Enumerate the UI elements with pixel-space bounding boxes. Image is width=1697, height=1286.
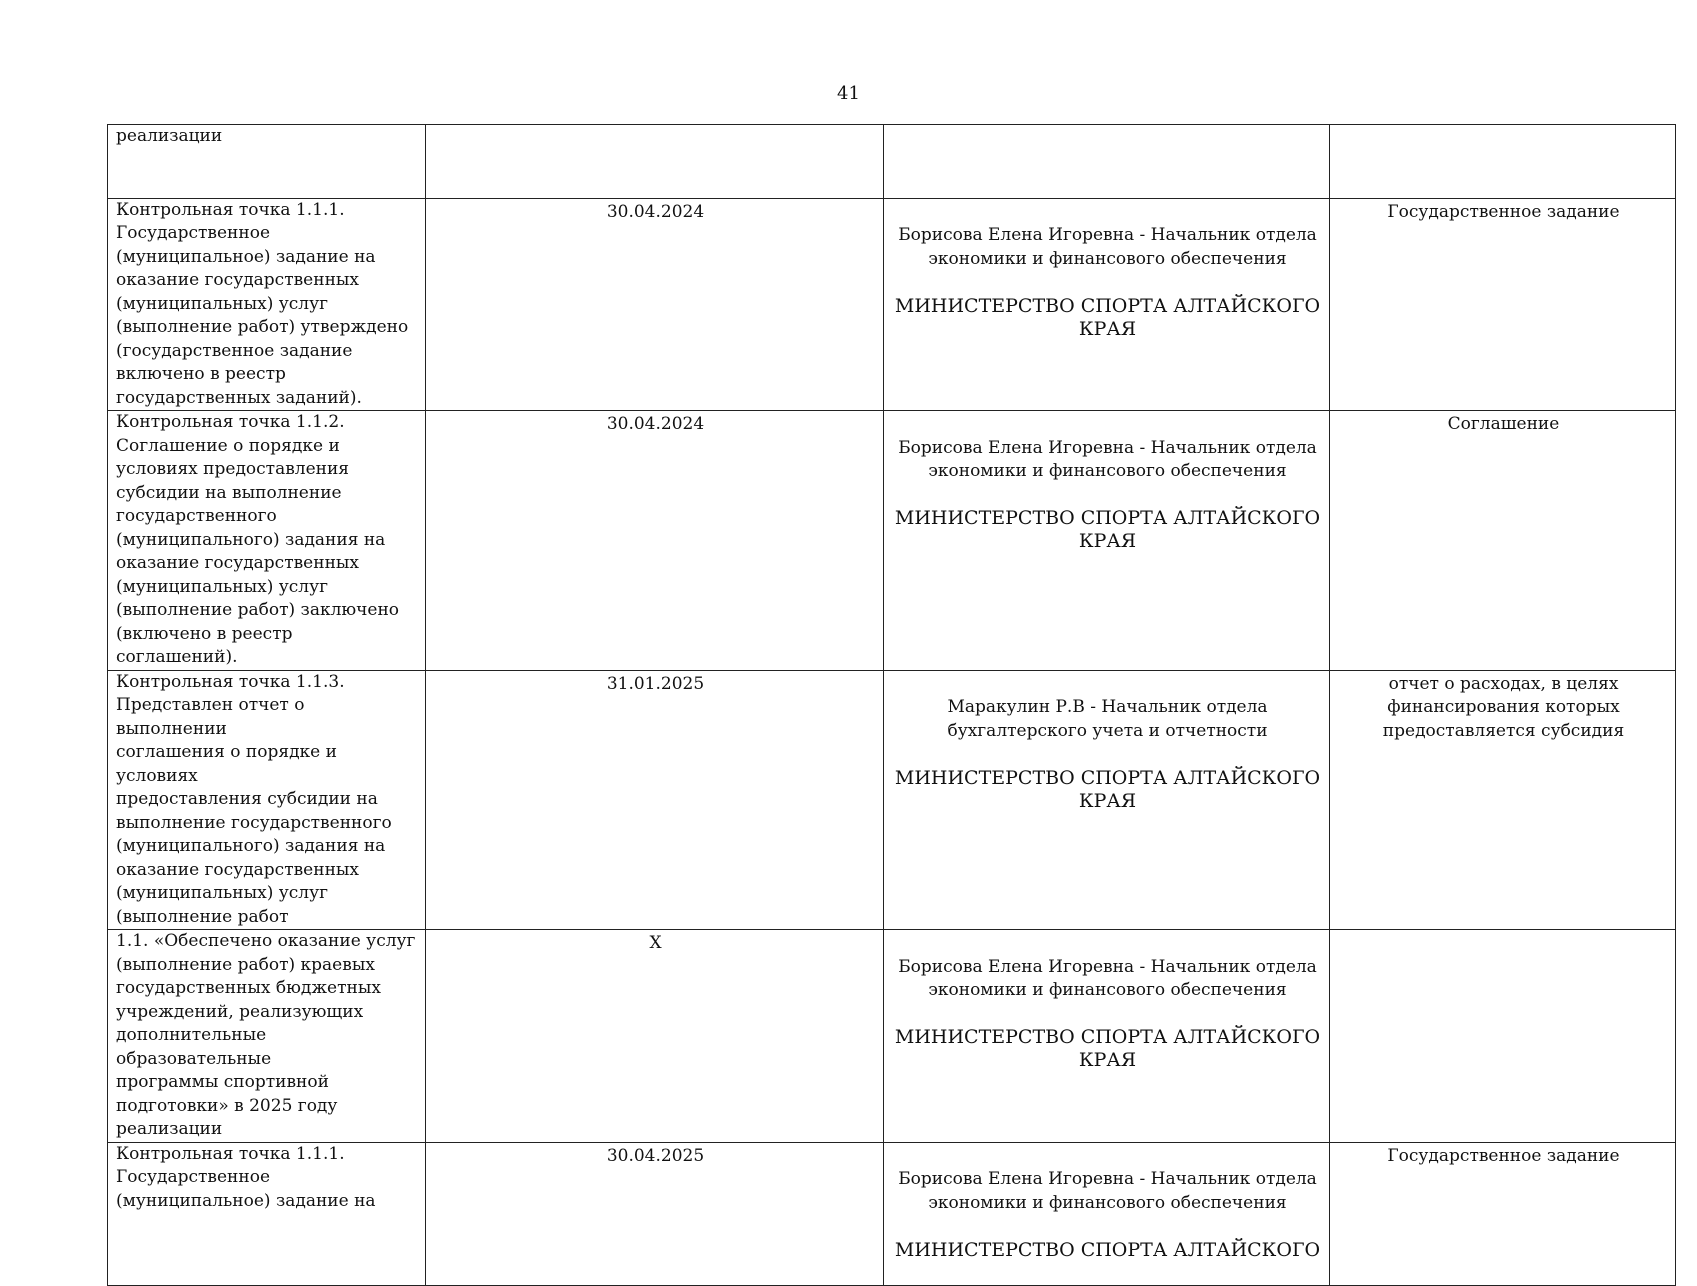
- responsible-person: Борисова Елена Игоревна - Начальник отдела экономики и финансового обеспечения: [898, 956, 1317, 1000]
- row-document-cell: Соглашение: [1330, 411, 1676, 671]
- responsible-person: Маракулин Р.В - Начальник отдела бухгалтерского учета и отчетности: [947, 697, 1268, 741]
- row-responsible-cell: [884, 198, 1330, 411]
- row-document-cell: Государственное задание: [1330, 1142, 1676, 1286]
- table-row: [108, 125, 1676, 199]
- responsible-organization: МИНИСТЕРСТВО СПОРТА АЛТАЙСКОГО КРАЯ: [894, 507, 1321, 552]
- row-responsible-cell: [884, 1142, 1330, 1286]
- responsible-organization: МИНИСТЕРСТВО СПОРТА АЛТАЙСКОГО КРАЯ: [894, 766, 1321, 812]
- responsible-person: Борисова Елена Игоревна - Начальник отдела экономики и финансового обеспечения: [898, 437, 1317, 481]
- row-date-cell: X: [426, 930, 884, 1143]
- responsible-organization: МИНИСТЕРСТВО СПОРТА АЛТАЙСКОГО КРАЯ: [894, 1026, 1321, 1071]
- table-row: [108, 1142, 1676, 1286]
- row-responsible-cell: [884, 670, 1330, 930]
- responsible-organization: МИНИСТЕРСТВО СПОРТА АЛТАЙСКОГО: [894, 1238, 1321, 1261]
- row-name-cell: 1.1. «Обеспечено оказание услуг (выполнение работ) краевых государственных бюджетных учреждений, реализующих дополнительные образовательные программы спортивной подготовки» в 2025 году реализации: [108, 930, 426, 1143]
- row-name-cell: Контрольная точка 1.1.1. Государственное (муниципальное) задание на оказание государственных (муниципальных) услуг (выполнение работ) утверждено (государственное задание включено в реестр государственных заданий).: [108, 198, 426, 411]
- row-name-cell: Контрольная точка 1.1.3. Представлен отчет о выполнении соглашения о порядке и условиях предоставления субсидии на выполнение государственного (муниципального) задания на оказание государственных (муниципальных) услуг (выполнение работ: [108, 670, 426, 930]
- row-date-cell: 31.01.2025: [426, 670, 884, 930]
- row-date-cell: 30.04.2024: [426, 198, 884, 411]
- row-document-cell: [1330, 930, 1676, 1143]
- page-number: 41: [837, 83, 860, 104]
- responsible-organization: МИНИСТЕРСТВО СПОРТА АЛТАЙСКОГО КРАЯ: [894, 294, 1321, 340]
- control-points-table: [107, 124, 1676, 1286]
- table-row: [108, 198, 1676, 411]
- row-responsible-cell: [884, 411, 1330, 671]
- row-date-cell: [426, 125, 884, 199]
- row-name-cell: Контрольная точка 1.1.2. Соглашение о порядке и условиях предоставления субсидии на выполнение государственного (муниципального) задания на оказание государственных (муниципальных) услуг (выполнение работ) заключено (включено в реестр соглашений).: [108, 411, 426, 671]
- row-name-cell: реализации: [108, 125, 426, 199]
- row-responsible-cell: [884, 930, 1330, 1143]
- table-row: [108, 670, 1676, 930]
- row-document-cell: Государственное задание: [1330, 198, 1676, 411]
- row-date-cell: 30.04.2025: [426, 1142, 884, 1286]
- responsible-person: Борисова Елена Игоревна - Начальник отдела экономики и финансового обеспечения: [898, 1169, 1317, 1213]
- table-row: [108, 411, 1676, 671]
- table-row: [108, 930, 1676, 1143]
- responsible-person: Борисова Елена Игоревна - Начальник отдела экономики и финансового обеспечения: [898, 225, 1317, 269]
- row-document-cell: отчет о расходах, в целях финансирования которых предоставляется субсидия: [1330, 670, 1676, 930]
- row-document-cell: [1330, 125, 1676, 199]
- row-date-cell: 30.04.2024: [426, 411, 884, 671]
- row-name-cell: Контрольная точка 1.1.1. Государственное (муниципальное) задание на: [108, 1142, 426, 1286]
- row-responsible-cell: [884, 125, 1330, 199]
